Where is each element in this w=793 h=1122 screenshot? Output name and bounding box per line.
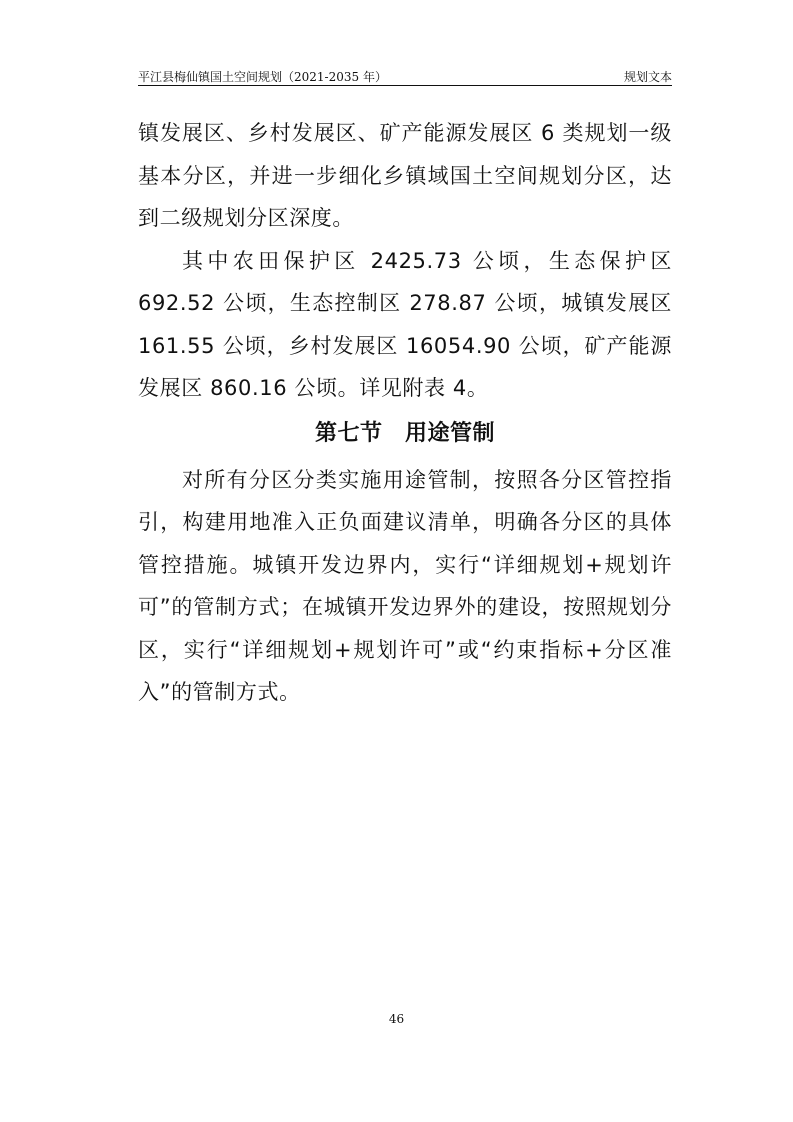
paragraph-use-control: 对所有分区分类实施用途管制，按照各分区管控指引，构建用地准入正负面建议清单，明确各分区的具体管控措施。城镇开发边界内，实行“详细规划+规划许可”的管制方式；在城镇开发边界外的建设，按照规划分区，实行“详细规划+规划许可”或“约束指标+分区准入”的管制方式。 [138, 467, 672, 704]
paragraph-zone-areas: 其中农田保护区 2425.73 公顷，生态保护区 692.52 公顷，生态控制区 278.87 公顷，城镇发展区 161.55 公顷，乡村发展区 16054.90 公顷，矿产能源发展区 860.16 公顷。详见附表 4。 [138, 248, 672, 400]
paragraph-continuation: 镇发展区、乡村发展区、矿产能源发展区 6 类规划一级基本分区，并进一步细化乡镇域国土空间规划分区，达到二级规划分区深度。 [138, 121, 672, 230]
page-footer [0, 1012, 793, 1026]
page-number: 46 [388, 1012, 405, 1026]
section-heading: 第七节 用途管制 [314, 420, 495, 446]
header-document-title: 平江县梅仙镇国土空间规划（2021-2035 年） [138, 70, 387, 84]
page-body [138, 112, 672, 714]
page-header [138, 62, 672, 84]
header-document-type: 规划文本 [623, 70, 672, 84]
header-divider [138, 85, 672, 86]
